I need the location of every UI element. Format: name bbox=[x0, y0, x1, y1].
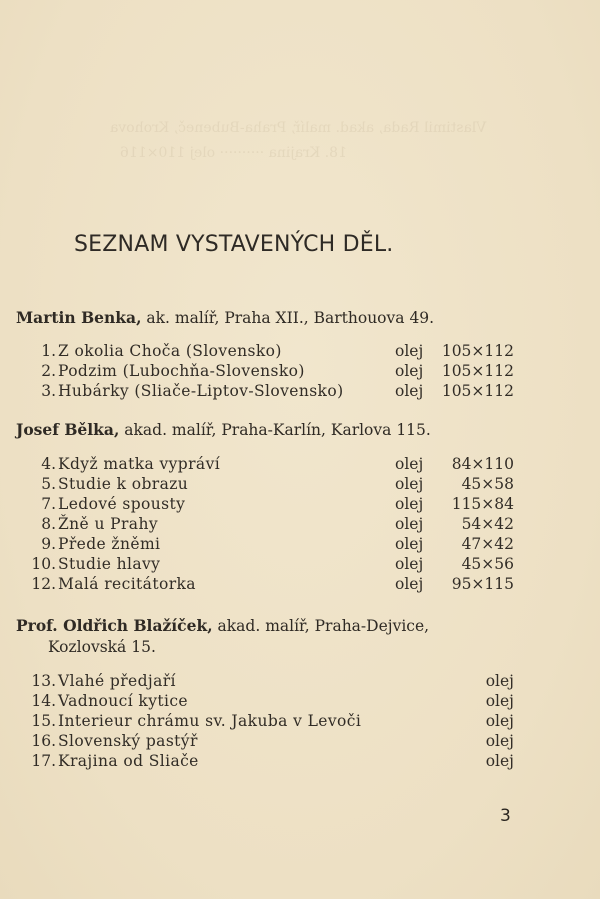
work-number: 13. bbox=[31, 672, 56, 690]
artist-heading bbox=[16, 615, 429, 658]
work-size: 84×110 bbox=[451, 455, 514, 473]
work-number: 4. bbox=[41, 455, 56, 473]
work-title: Vlahé předjaří bbox=[58, 672, 176, 690]
work-size: 54×42 bbox=[461, 515, 514, 533]
work-technique: olej bbox=[485, 712, 514, 730]
work-technique: olej bbox=[395, 575, 424, 593]
work-row bbox=[16, 672, 514, 692]
work-row bbox=[16, 535, 514, 555]
work-title: Hubárky (Sliače-Liptov-Slovensko) bbox=[58, 382, 344, 400]
work-number: 7. bbox=[41, 495, 56, 513]
work-technique: olej bbox=[395, 495, 424, 513]
work-number: 12. bbox=[31, 575, 56, 593]
artist-details: akad. malíř, Praha-Karlín, Karlova 115. bbox=[119, 421, 431, 439]
work-title: Studie k obrazu bbox=[58, 475, 189, 493]
work-technique: olej bbox=[395, 555, 424, 573]
artist-heading bbox=[16, 308, 434, 327]
page-title: SEZNAM VYSTAVENÝCH DĚL. bbox=[74, 232, 394, 257]
work-row bbox=[16, 362, 514, 382]
artist-heading bbox=[16, 420, 431, 439]
bleed-through-text: Vlastimil Rada, akad. malíř, Praha-Bubeneč, Krohova bbox=[110, 120, 487, 136]
work-row bbox=[16, 712, 514, 732]
work-title: Studie hlavy bbox=[58, 555, 161, 573]
work-number: 1. bbox=[41, 342, 56, 360]
work-technique: olej bbox=[395, 362, 424, 380]
page-number: 3 bbox=[500, 806, 511, 826]
work-technique: olej bbox=[395, 515, 424, 533]
work-title: Interieur chrámu sv. Jakuba v Levoči bbox=[58, 712, 362, 730]
work-title: Slovenský pastýř bbox=[58, 732, 198, 750]
work-number: 9. bbox=[41, 535, 56, 553]
artist-details: akad. malíř, Praha-Dejvice, bbox=[212, 617, 430, 635]
work-technique: olej bbox=[395, 475, 424, 493]
work-number: 15. bbox=[31, 712, 56, 730]
work-title: Ledové spousty bbox=[58, 495, 186, 513]
work-row bbox=[16, 575, 514, 595]
artist-name: Josef Bělka, bbox=[16, 420, 120, 439]
work-row bbox=[16, 495, 514, 515]
work-technique: olej bbox=[485, 752, 514, 770]
work-number: 10. bbox=[31, 555, 56, 573]
artist-name: Prof. Oldřich Blažíček, bbox=[16, 616, 213, 635]
work-technique: olej bbox=[485, 672, 514, 690]
work-size: 95×115 bbox=[451, 575, 514, 593]
work-title: Malá recitátorka bbox=[58, 575, 196, 593]
work-size: 115×84 bbox=[451, 495, 514, 513]
work-row bbox=[16, 475, 514, 495]
work-title: Podzim (Lubochňa-Slovensko) bbox=[58, 362, 305, 380]
work-technique: olej bbox=[395, 342, 424, 360]
work-title: Žně u Prahy bbox=[58, 515, 158, 533]
work-size: 47×42 bbox=[461, 535, 514, 553]
work-size: 105×112 bbox=[441, 362, 514, 380]
work-title: Když matka vypráví bbox=[58, 455, 221, 473]
bleed-through-text: 18. Krajina ·········· olej 110×116 bbox=[120, 145, 347, 161]
work-technique: olej bbox=[395, 455, 424, 473]
work-size: 45×58 bbox=[461, 475, 514, 493]
work-row bbox=[16, 515, 514, 535]
work-technique: olej bbox=[485, 692, 514, 710]
work-number: 8. bbox=[41, 515, 56, 533]
work-row bbox=[16, 342, 514, 362]
work-row bbox=[16, 382, 514, 402]
work-technique: olej bbox=[485, 732, 514, 750]
work-number: 5. bbox=[41, 475, 56, 493]
work-technique: olej bbox=[395, 535, 424, 553]
work-title: Přede žněmi bbox=[58, 535, 161, 553]
work-title: Vadnoucí kytice bbox=[58, 692, 188, 710]
work-size: 105×112 bbox=[441, 342, 514, 360]
work-number: 14. bbox=[31, 692, 56, 710]
work-number: 2. bbox=[41, 362, 56, 380]
work-technique: olej bbox=[395, 382, 424, 400]
work-row bbox=[16, 752, 514, 772]
work-size: 105×112 bbox=[441, 382, 514, 400]
work-row bbox=[16, 692, 514, 712]
work-row bbox=[16, 555, 514, 575]
work-number: 17. bbox=[31, 752, 56, 770]
work-title: Krajina od Sliače bbox=[58, 752, 199, 770]
work-number: 16. bbox=[31, 732, 56, 750]
artist-name: Martin Benka, bbox=[16, 308, 142, 327]
artist-details-continued: Kozlovská 15. bbox=[48, 638, 156, 656]
work-row bbox=[16, 455, 514, 475]
work-title: Z okolia Choča (Slovensko) bbox=[58, 342, 282, 360]
work-number: 3. bbox=[41, 382, 56, 400]
artist-details: ak. malíř, Praha XII., Barthouova 49. bbox=[141, 309, 435, 327]
work-row bbox=[16, 732, 514, 752]
work-size: 45×56 bbox=[461, 555, 514, 573]
